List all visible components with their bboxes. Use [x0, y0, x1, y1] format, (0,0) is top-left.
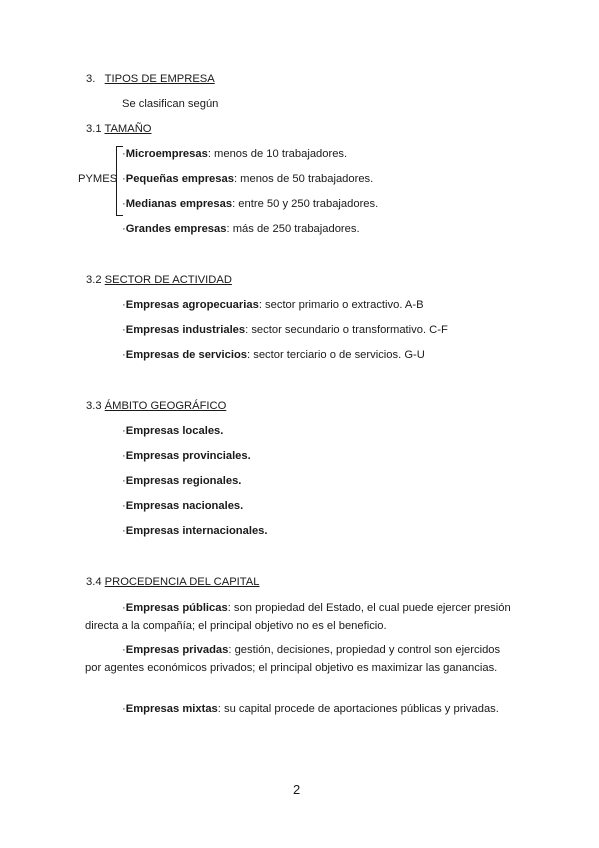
item-term: Empresas de servicios — [125, 349, 248, 361]
item-desc: : gestión, decisiones, propiedad y control son ejercidos por agentes económicos privados; el principal objetivo es maximizar las ganancias. — [85, 644, 501, 674]
subsection-3-1-heading — [86, 122, 152, 136]
bullet: · — [122, 525, 126, 537]
subsection-3-2-heading — [86, 273, 232, 287]
bullet: · — [122, 173, 126, 185]
paragraph — [85, 599, 515, 635]
item-desc: : más de 250 trabajadores. — [226, 223, 360, 235]
subsection-title: PROCEDENCIA DEL CAPITAL — [104, 576, 260, 588]
subsection-3-4-heading — [86, 575, 259, 589]
page-number: 2 — [293, 782, 301, 797]
bullet: · — [122, 324, 126, 336]
item-desc: : menos de 10 trabajadores. — [207, 148, 348, 160]
list-item — [122, 524, 268, 538]
item-term: Pequeñas empresas — [125, 173, 234, 185]
section-intro: Se clasifican según — [122, 98, 219, 110]
section-3-heading — [86, 72, 215, 86]
item-desc: : su capital procede de aportaciones públicas y privadas. — [217, 703, 499, 715]
item-desc: : son propiedad del Estado, el cual puede ejercer presión directa a la compañía; el principal objetivo no es el beneficio. — [85, 602, 511, 632]
item-term: Medianas empresas — [125, 198, 233, 210]
item-term: Empresas nacionales. — [125, 500, 244, 512]
list-item — [122, 323, 448, 337]
bullet: · — [122, 602, 126, 614]
item-term: Empresas provinciales. — [125, 450, 251, 462]
item-desc: : entre 50 y 250 trabajadores. — [232, 198, 379, 210]
item-term: Empresas privadas — [125, 644, 229, 656]
bullet: · — [122, 198, 126, 210]
subsection-number: 3.3 — [86, 400, 102, 412]
section-title: TIPOS DE EMPRESA — [104, 73, 215, 85]
item-term: Empresas agropecuarias — [125, 299, 259, 311]
bullet: · — [122, 425, 126, 437]
item-term: Grandes empresas — [125, 223, 227, 235]
paragraph — [85, 700, 515, 718]
bullet: · — [122, 475, 126, 487]
subsection-title: ÁMBITO GEOGRÁFICO — [104, 400, 227, 412]
item-term: Empresas internacionales. — [125, 525, 268, 537]
list-item — [122, 424, 223, 438]
item-term: Empresas industriales — [125, 324, 246, 336]
subsection-number: 3.4 — [86, 576, 102, 588]
item-desc: : menos de 50 trabajadores. — [233, 173, 374, 185]
bullet: · — [122, 148, 126, 160]
bullet: · — [122, 223, 126, 235]
bullet: · — [122, 500, 126, 512]
list-item — [122, 298, 424, 312]
bullet: · — [122, 349, 126, 361]
item-desc: : sector terciario o de servicios. G-U — [247, 349, 425, 361]
item-desc: : sector secundario o transformativo. C-F — [245, 324, 448, 336]
item-term: Empresas regionales. — [125, 475, 242, 487]
list-item — [122, 474, 241, 488]
list-item — [122, 348, 425, 362]
item-desc: : sector primario o extractivo. A-B — [258, 299, 424, 311]
subsection-number: 3.1 — [86, 123, 102, 135]
bullet: · — [122, 644, 126, 656]
paragraph — [85, 641, 515, 677]
list-item — [122, 197, 378, 211]
item-term: Microempresas — [125, 148, 208, 160]
item-term: Empresas públicas — [125, 602, 228, 614]
bullet: · — [122, 299, 126, 311]
subsection-title: TAMAÑO — [104, 123, 152, 135]
bullet: · — [122, 703, 126, 715]
subsection-title: SECTOR DE ACTIVIDAD — [104, 274, 232, 286]
list-item — [122, 172, 373, 186]
subsection-number: 3.2 — [86, 274, 102, 286]
subsection-3-3-heading — [86, 399, 226, 413]
bullet: · — [122, 450, 126, 462]
list-item — [122, 147, 347, 161]
item-term: Empresas mixtas — [125, 703, 218, 715]
pymes-label: PYMES — [78, 173, 118, 185]
list-item — [122, 449, 251, 463]
list-item — [122, 222, 360, 236]
list-item — [122, 499, 243, 513]
item-term: Empresas locales. — [125, 425, 224, 437]
section-number: 3. — [86, 73, 96, 85]
